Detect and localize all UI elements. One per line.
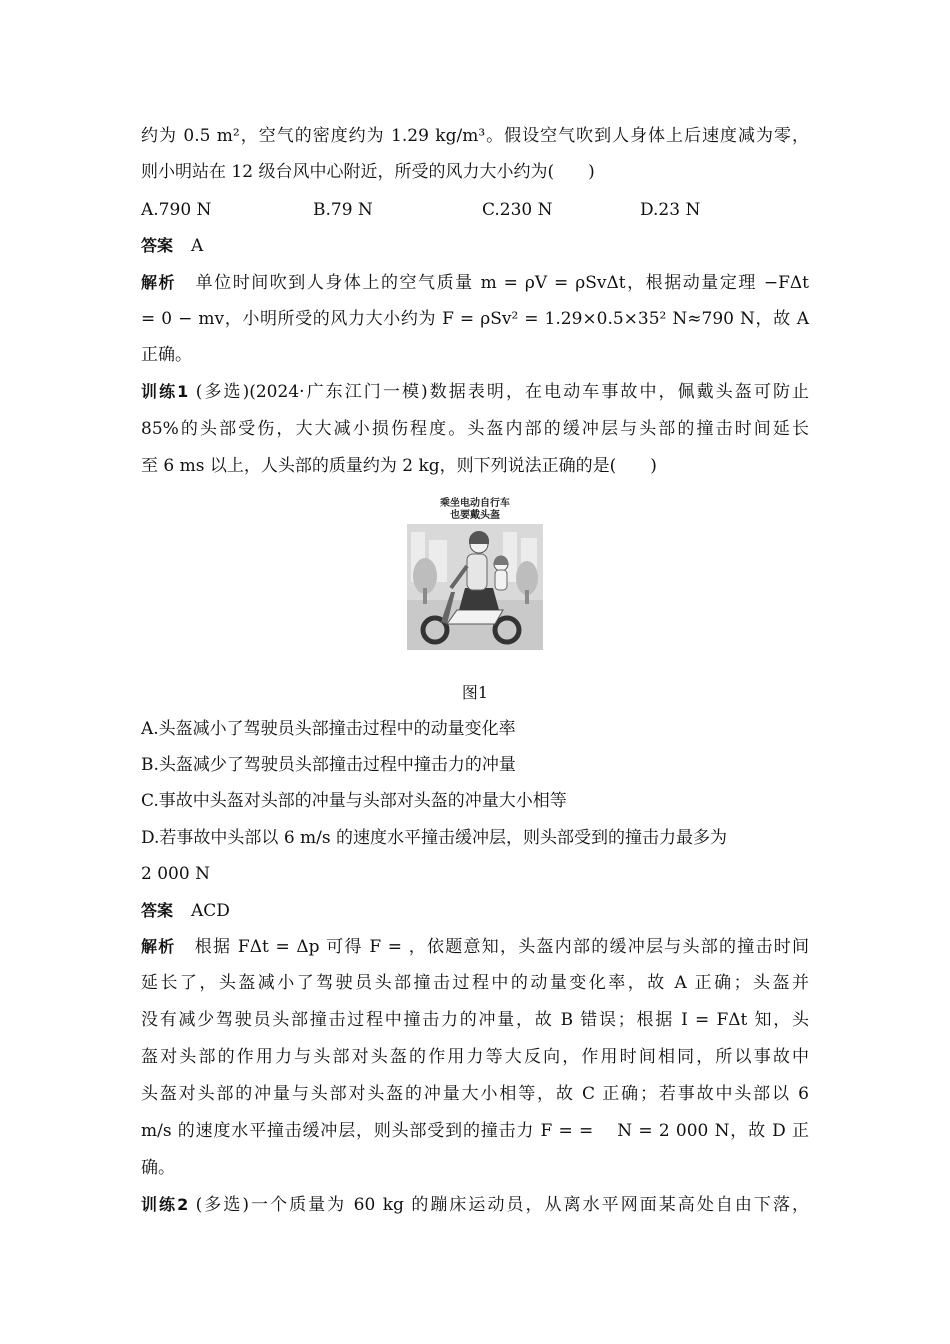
q1-option-c: C.230 N	[482, 200, 553, 220]
q1-stem-line-1: 约为 0.5 m²，空气的密度约为 1.29 kg/m³。假设空气吹到人身体上后速度减为零，	[141, 126, 809, 146]
q1-options	[141, 198, 700, 222]
q1-analysis-line-2: = 0 − mv，小明所受的风力大小约为 F = ρSv² = 1.29×0.5×35² N≈790 N，故 A	[141, 309, 809, 329]
q1-answer-value: A	[191, 236, 204, 256]
t1-answer-value: ACD	[191, 901, 230, 921]
q1-stem-line-2: 则小明站在 12 级台风中心附近，所受的风力大小约为( )	[141, 162, 595, 182]
t1-analysis-line-3: 没有减少驾驶员头部撞击过程中撞击力的冲量，故 B 错误；根据 I = FΔt 知，头	[141, 1010, 809, 1030]
q1-option-a: A.790 N	[141, 200, 212, 220]
t1-option-d-cont: 2 000 N	[141, 864, 210, 884]
t1-answer	[141, 899, 230, 923]
q1-analysis-label: 解析	[141, 273, 177, 292]
q1-analysis-line-3: 正确。	[141, 345, 192, 365]
t1-option-a: A.头盔减小了驾驶员头部撞击过程中的动量变化率	[141, 719, 516, 739]
q1-option-d: D.23 N	[640, 200, 701, 220]
q1-answer	[141, 234, 203, 258]
t1-answer-label: 答案	[141, 901, 174, 920]
t1-stem-line-1: 训练1 (多选)(2024·广东江门一模)数据表明，在电动车事故中，佩戴头盔可防止	[141, 382, 810, 402]
t2-label: 训练2	[141, 1195, 189, 1214]
t2-stem-line-1: 训练2 (多选)一个质量为 60 kg 的蹦床运动员，从离水平网面某高处自由下落，	[141, 1195, 809, 1215]
figure-caption: 图1	[461, 683, 489, 702]
t1-analysis-line-4: 盔对头部的作用力与头部对头盔的作用力等大反向，作用时间相同，所以事故中	[141, 1047, 809, 1067]
t1-analysis-line-7: 确。	[141, 1158, 175, 1178]
q1-analysis-line-1: 解析 单位时间吹到人身体上的空气质量 m = ρV = ρSvΔt，根据动量定理 −FΔt	[141, 273, 809, 293]
t1-analysis-line-5: 头盔对头部的冲量与头部对头盔的冲量大小相等，故 C 正确；若事故中头部以 6	[141, 1084, 809, 1104]
t1-option-b: B.头盔减少了驾驶员头部撞击过程中撞击力的冲量	[141, 755, 516, 775]
t1-analysis-line-1: 解析 根据 FΔt = Δp 可得 F = ，依题意知，头盔内部的缓冲层与头部的撞击时间	[141, 937, 809, 957]
t1-stem-line-2: 85%的头部受伤，大大减小损伤程度。头盔内部的缓冲层与头部的撞击时间延长	[141, 419, 809, 439]
t1-option-d: D.若事故中头部以 6 m/s 的速度水平撞击缓冲层，则头部受到的撞击力最多为	[141, 828, 728, 848]
t1-analysis-line-6: m/s 的速度水平撞击缓冲层，则头部受到的撞击力 F = = N = 2 000 N，故 D 正	[141, 1121, 809, 1141]
t1-analysis-line-2: 延长了，头盔减小了驾驶员头部撞击过程中的动量变化率，故 A 正确；头盔并	[141, 973, 809, 993]
scooter-rider-illustration	[407, 492, 543, 650]
q1-option-b: B.79 N	[313, 200, 373, 220]
helmet-poster-figure	[407, 492, 543, 650]
q1-answer-label: 答案	[141, 236, 174, 255]
t1-option-c: C.事故中头盔对头部的冲量与头部对头盔的冲量大小相等	[141, 791, 567, 811]
t1-label: 训练1	[141, 382, 189, 401]
figure-title-line-1: 乘坐电动自行车	[440, 498, 510, 509]
t1-stem-line-3: 至 6 ms 以上，人头部的质量约为 2 kg，则下列说法正确的是( )	[141, 456, 657, 476]
t1-analysis-label: 解析	[141, 937, 176, 956]
figure-title-line-2: 也要戴头盔	[450, 510, 500, 521]
